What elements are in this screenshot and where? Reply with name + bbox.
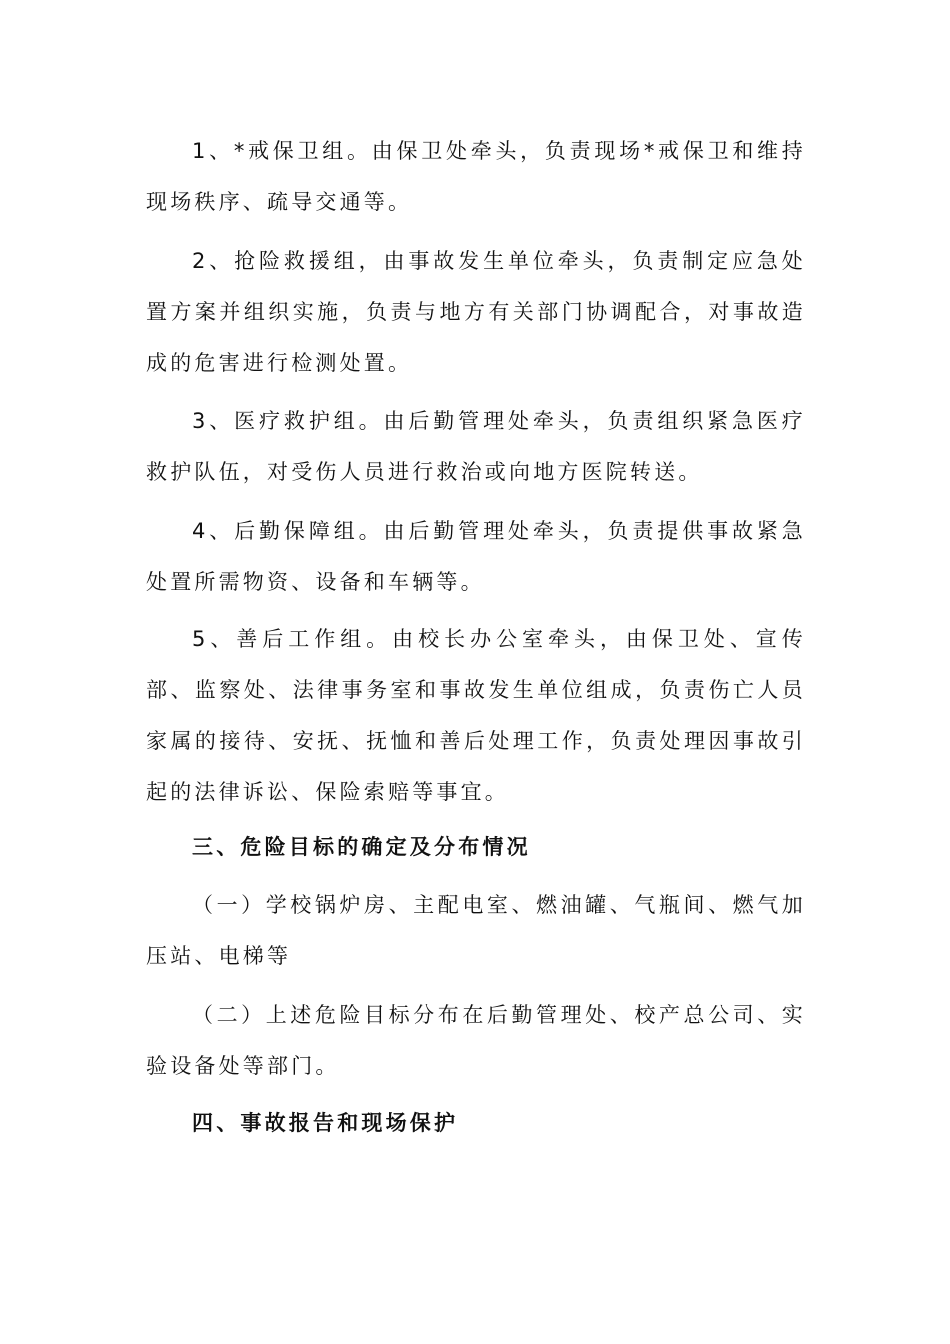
paragraph-hazard-departments: （二）上述危险目标分布在后勤管理处、校产总公司、实验设备处等部门。: [146, 1003, 806, 1078]
paragraph-logistics-group: 4、后勤保障组。由后勤管理处牵头，负责提供事故紧急处置所需物资、设备和车辆等。: [146, 519, 806, 594]
paragraph-medical-group: 3、医疗救护组。由后勤管理处牵头，负责组织紧急医疗救护队伍，对受伤人员进行救治或向地方医院转送。: [146, 409, 806, 484]
paragraph-rescue-group: 2、抢险救援组，由事故发生单位牵头，负责制定应急处置方案并组织实施，负责与地方有关部门协调配合，对事故造成的危害进行检测处置。: [146, 249, 806, 375]
paragraph-hazard-locations: （一）学校锅炉房、主配电室、燃油罐、气瓶间、燃气加压站、电梯等: [146, 893, 806, 968]
paragraph-security-group: 1、*戒保卫组。由保卫处牵头，负责现场*戒保卫和维持现场秩序、疏导交通等。: [146, 139, 806, 214]
section-heading-hazard-targets: 三、危险目标的确定及分布情况: [192, 835, 531, 859]
section-heading-accident-report: 四、事故报告和现场保护: [192, 1111, 459, 1135]
paragraph-aftermath-group: 5、善后工作组。由校长办公室牵头，由保卫处、宣传部、监察处、法律事务室和事故发生单位组成，负责伤亡人员家属的接待、安抚、抚恤和善后处理工作，负责处理因事故引起的法律诉讼、保险索赔等事宜。: [146, 627, 806, 804]
